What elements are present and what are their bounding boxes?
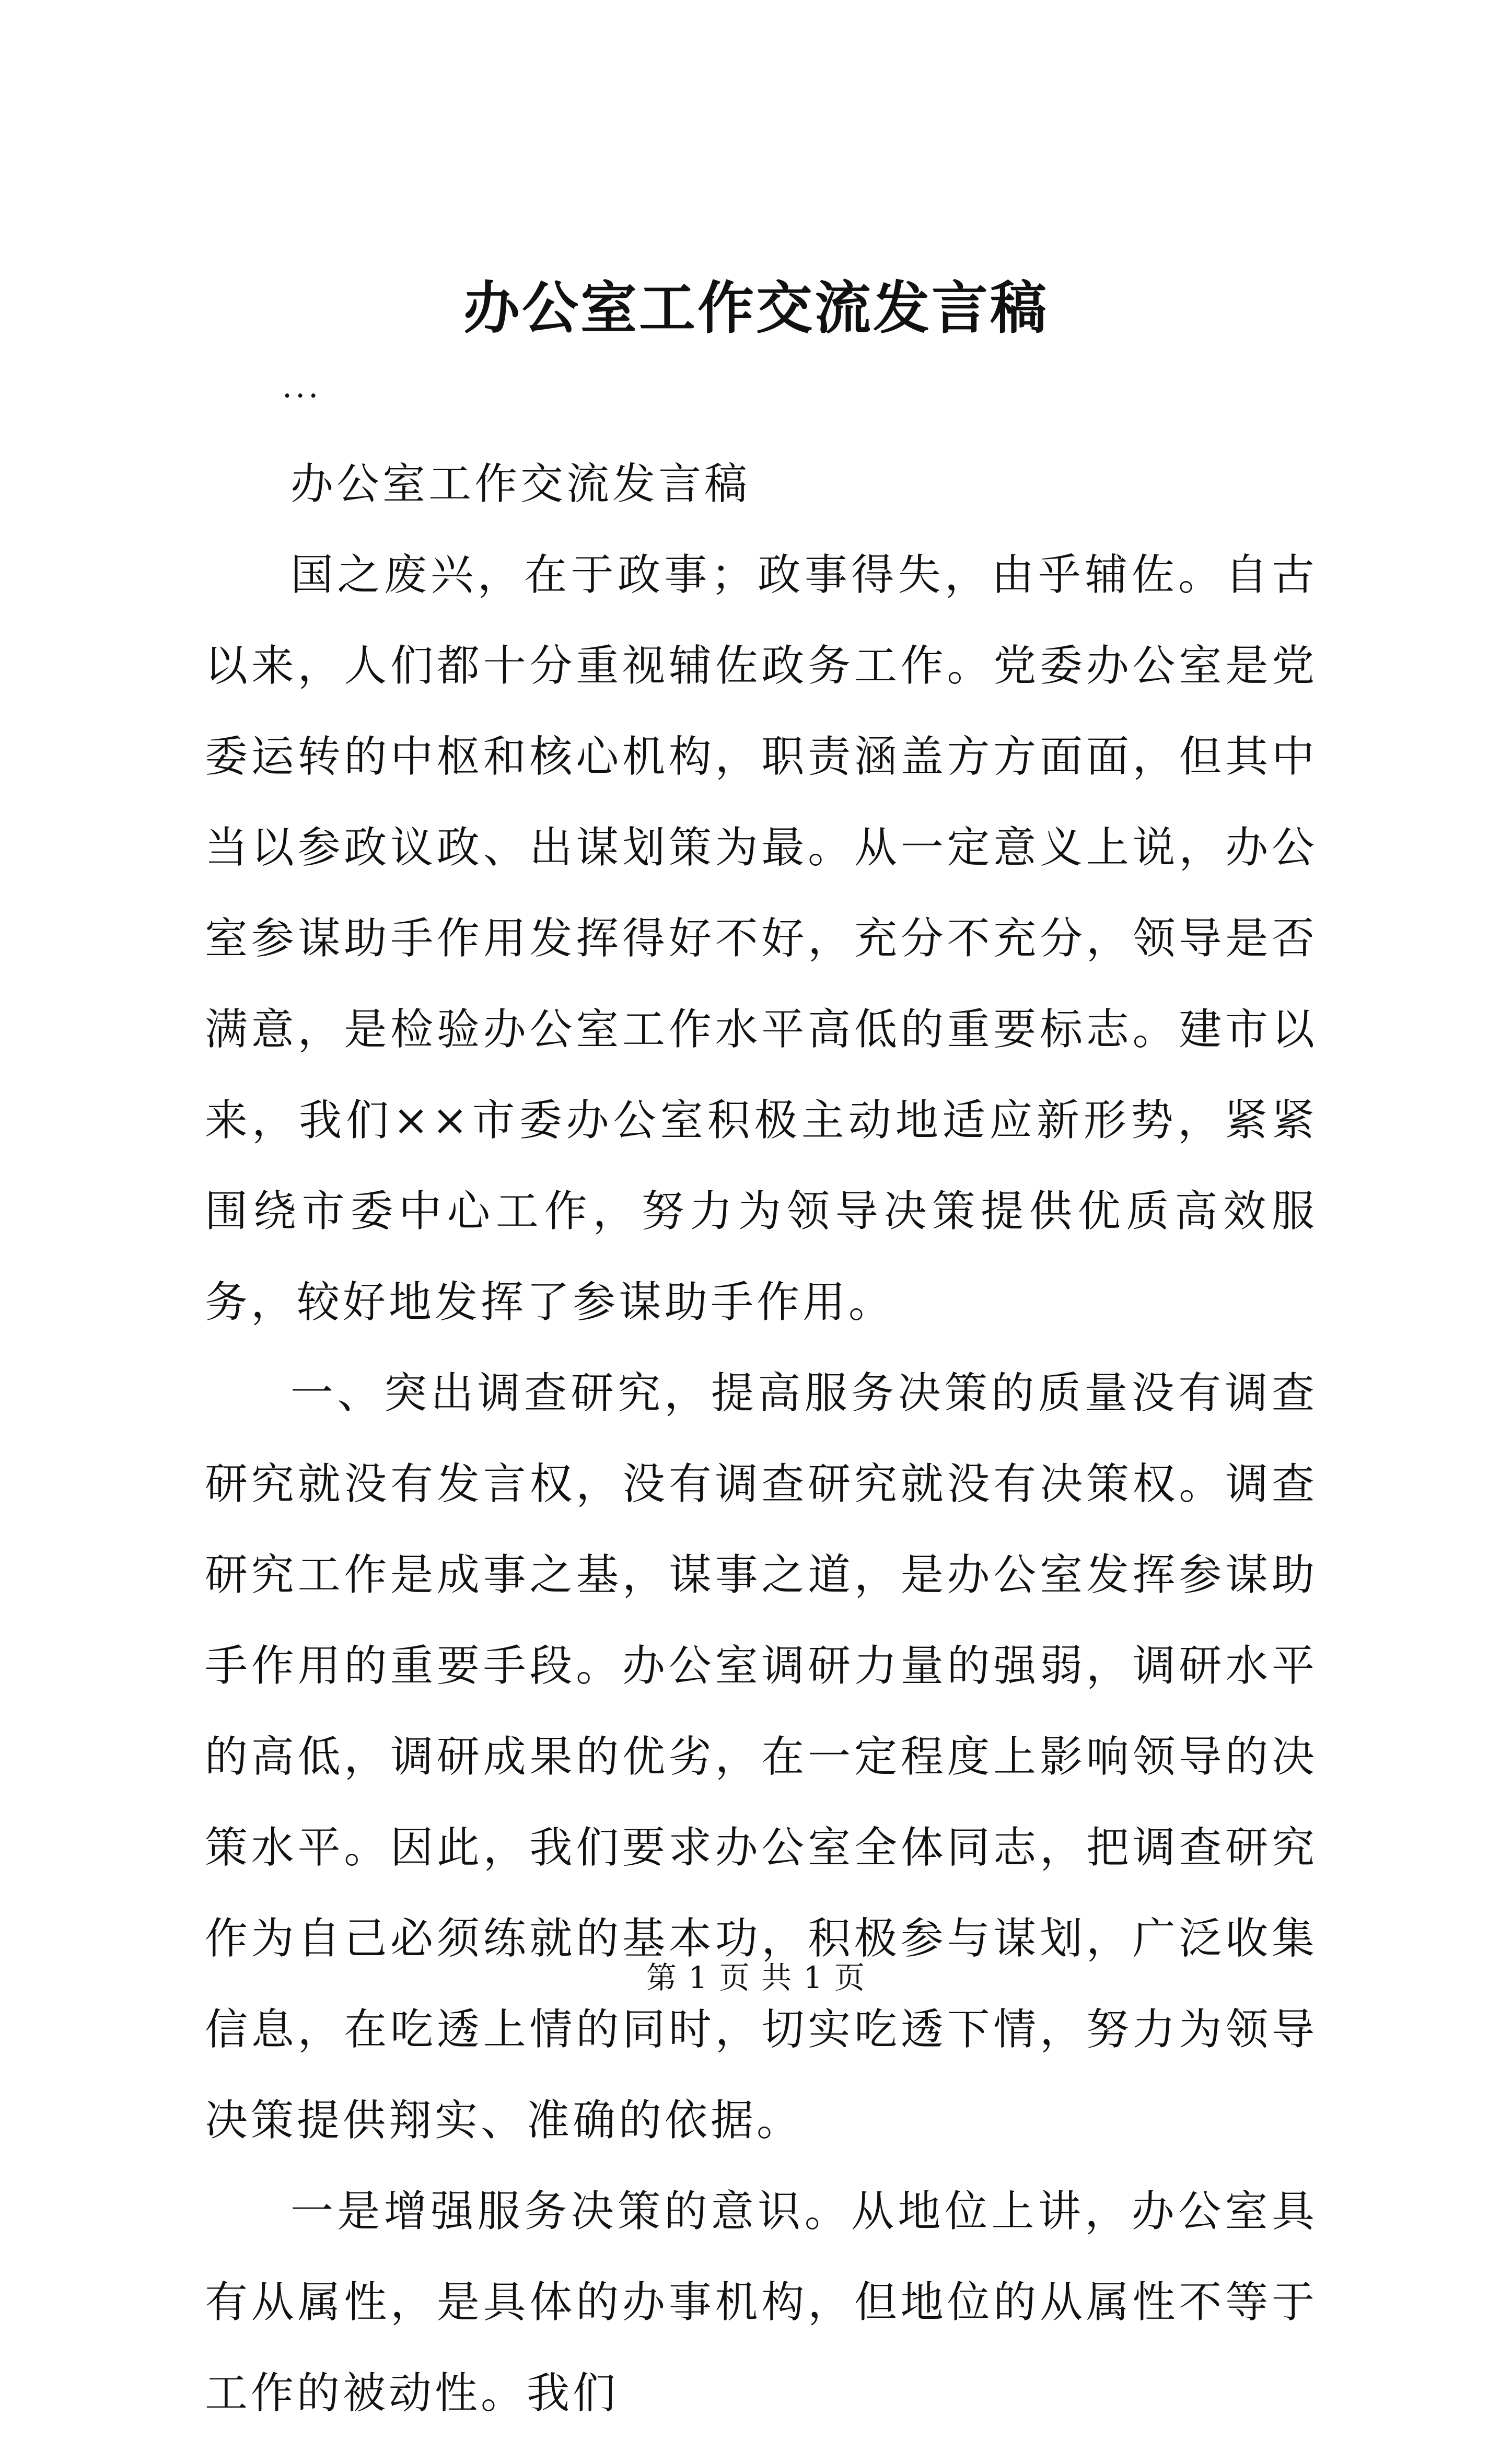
page-footer: 第 1 页 共 1 页 xyxy=(646,1960,866,1995)
document-body xyxy=(205,439,1318,2439)
document-title: 办公室工作交流发言稿 xyxy=(463,275,1049,341)
paragraph-intro: 国之废兴，在于政事；政事得失，由乎辅佐。自古以来，人们都十分重视辅佐政务工作。党委办公室是党委运转的中枢和核心机构，职责涵盖方方面面，但其中当以参政议政、出谋划策为最。从一定意义上说，办公室参谋助手作用发挥得好不好，充分不充分，领导是否满意，是检验办公室工作水平高低的重要标志。建市以来，我们××市委办公室积极主动地适应新形势，紧紧围绕市委中心工作，努力为领导决策提供优质高效服务，较好地发挥了参谋助手作用。 xyxy=(205,550,1318,1327)
paragraph-subtitle: 办公室工作交流发言稿 xyxy=(290,459,751,509)
paragraph-point-one: 一是增强服务决策的意识。从地位上讲，办公室具有从属性，是具体的办事机构，但地位的从属性不等于工作的被动性。我们 xyxy=(205,2187,1318,2418)
paragraph-section-one: 一、突出调查研究，提高服务决策的质量没有调查研究就没有发言权，没有调查研究就没有决策权。调查研究工作是成事之基，谋事之道，是办公室发挥参谋助手作用的重要手段。办公室调研力量的强弱，调研水平的高低，调研成果的优劣，在一定程度上影响领导的决策水平。因此，我们要求办公室全体同志，把调查研究作为自己必须练就的基本功，积极参与谋划，广泛收集信息，在吃透上情的同时，切实吃透下情，努力为领导决策提供翔实、准确的依据。 xyxy=(205,1368,1318,2145)
ellipsis-marker: ... xyxy=(282,368,322,405)
